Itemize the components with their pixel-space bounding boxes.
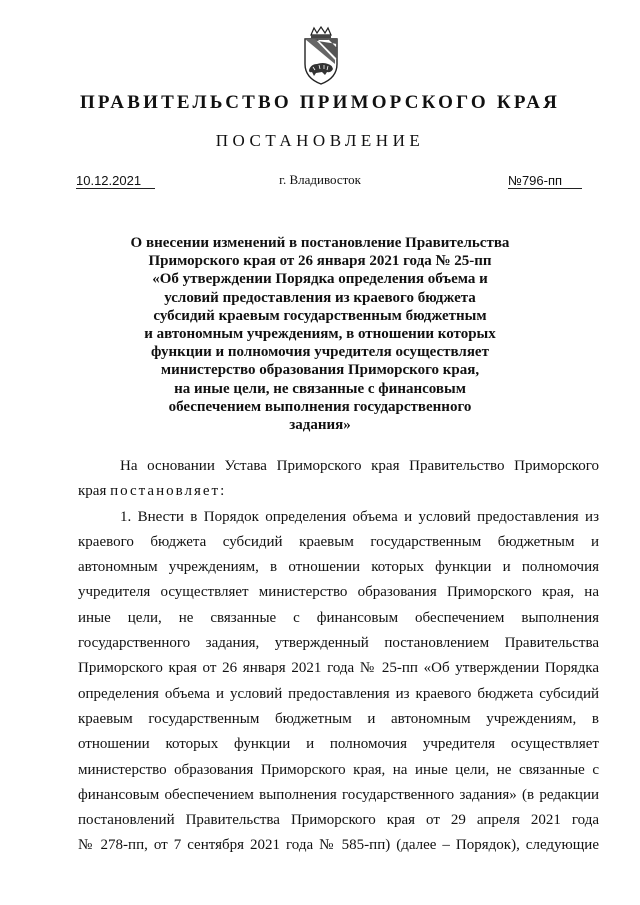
document-number: №796-пп (508, 173, 582, 189)
preamble-text: края (78, 483, 111, 500)
subject-line: субсидий краевым государственным бюджетным (153, 307, 487, 324)
subject-line: функции и полномочия учредителя осуществляет (151, 344, 489, 361)
coat-of-arms-icon (301, 26, 341, 86)
preamble-line: На основании Устава Приморского края Правительство Приморского (120, 458, 599, 474)
paragraph-line: государственного задания, утвержденный постановлением Правительства (78, 635, 599, 652)
subject-line: О внесении изменений в постановление Правительства (130, 235, 510, 251)
paragraph-line: министерство образования Приморского края, на иные цели, не связанные с (78, 761, 599, 778)
paragraph-line: краевого бюджета субсидий краевым государственным бюджетным и (78, 533, 599, 550)
paragraph-line: финансовым обеспечением выполнения государственного задания» (в редакции (78, 786, 599, 803)
paragraph-line: автономным учреждениям, в отношении которых функции и полномочия (78, 559, 599, 576)
document-date: 10.12.2021 (76, 173, 155, 189)
document-city: г. Владивосток (279, 172, 361, 187)
organization-title: ПРАВИТЕЛЬСТВО ПРИМОРСКОГО КРАЯ (79, 92, 561, 113)
paragraph-line: постановлений Правительства Приморского края от 29 апреля 2021 года (78, 812, 599, 829)
subject-line: задания» (289, 417, 351, 434)
subject-line: Приморского края от 26 января 2021 года № 25-пп (148, 253, 492, 270)
paragraph-line: определения объема и условий предоставления из краевого бюджета субсидий (78, 685, 599, 702)
subject-line: условий предоставления из краевого бюджета (164, 289, 476, 306)
paragraph-line: краевым государственным бюджетным и автономным учреждениям, в (78, 710, 599, 727)
paragraph-line: учредителя осуществляет министерство образования Приморского края, на (78, 584, 599, 601)
paragraph-line: иные цели, не связанные с финансовым обеспечением выполнения (78, 609, 599, 626)
subject-line: «Об утверждении Порядка определения объема и (152, 271, 488, 288)
preamble-line (78, 479, 599, 504)
decree-word: постановляет: (110, 483, 227, 500)
document-type: ПОСТАНОВЛЕНИЕ (215, 131, 425, 150)
subject-line: на иные цели, не связанные с финансовым (174, 380, 466, 397)
document-body (78, 454, 599, 859)
document-subject (110, 234, 530, 434)
paragraph-line: № 278-пп, от 7 сентября 2021 года № 585-пп) (далее – Порядок), следующие (78, 837, 599, 854)
subject-line: и автономным учреждениям, в отношении которых (144, 326, 496, 343)
subject-line: министерство образования Приморского края, (160, 362, 480, 379)
paragraph-line: отношении которых функции и полномочия учредителя осуществляет (78, 736, 599, 753)
paragraph-line: Приморского края от 26 января 2021 года № 25-пп «Об утверждении Порядка (78, 660, 599, 677)
subject-line: обеспечением выполнения государственного (168, 398, 472, 415)
paragraph-line: 1. Внести в Порядок определения объема и условий предоставления из (120, 508, 599, 525)
